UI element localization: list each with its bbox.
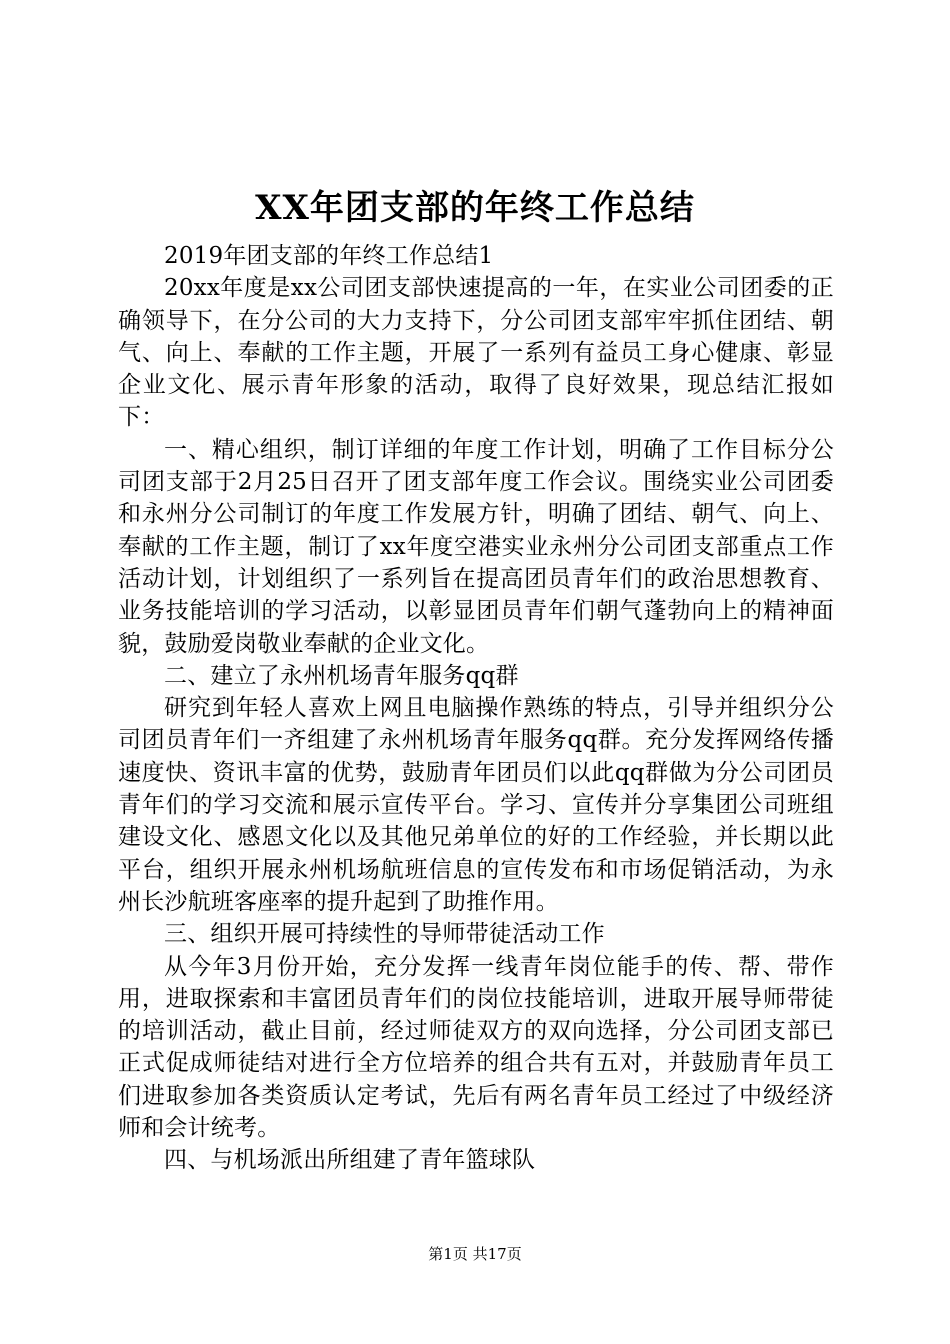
document-body (118, 240, 834, 1177)
paragraph-subtitle: 2019年团支部的年终工作总结1 (164, 243, 494, 269)
paragraph-intro: 20xx年度是xx公司团支部快速提高的一年，在实业公司团委的正确领导下，在分公司的大力支持下，分公司团支部牢牢抓住团结、朝气、向上、奉献的工作主题，开展了一系列有益员工身心健康、彰显企业文化、展示青年形象的活动，取得了良好效果，现总结汇报如下： (118, 275, 834, 431)
document-title: XX年团支部的年终工作总结 (255, 188, 695, 228)
page-number-footer: 第1页 共17页 (428, 1245, 522, 1263)
section-heading-3: 三、组织开展可持续性的导师带徒活动工作 (164, 921, 605, 948)
section-heading-4: 四、与机场派出所组建了青年篮球队 (164, 1147, 536, 1174)
paragraph-section-2: 研究到年轻人喜欢上网且电脑操作熟练的特点，引导并组织分公司团员青年们一齐组建了永州机场青年服务qq群。充分发挥网络传播速度快、资讯丰富的优势，鼓励青年团员们以此qq群做为分公司团员青年们的学习交流和展示宣传平台。学习、宣传并分享集团公司班组建设文化、感恩文化以及其他兄弟单位的好的工作经验，并长期以此平台，组织开展永州机场航班信息的宣传发布和市场促销活动，为永州长沙航班客座率的提升起到了助推作用。 (118, 695, 834, 915)
section-heading-2: 二、建立了永州机场青年服务qq群 (164, 662, 519, 689)
paragraph-section-3: 从今年3月份开始，充分发挥一线青年岗位能手的传、帮、带作用，进取探索和丰富团员青年们的岗位技能培训，进取开展导师带徒的培训活动，截止目前，经过师徒双方的双向选择，分公司团支部已正式促成师徒结对进行全方位培养的组合共有五对，并鼓励青年员工们进取参加各类资质认定考试，先后有两名青年员工经过了中级经济师和会计统考。 (118, 953, 834, 1142)
paragraph-section-1: 一、精心组织，制订详细的年度工作计划，明确了工作目标分公司团支部于2月25日召开了团支部年度工作会议。围绕实业公司团委和永州分公司制订的年度工作发展方针，明确了团结、朝气、向上、奉献的工作主题，制订了xx年度空港实业永州分公司团支部重点工作活动计划，计划组织了一系列旨在提高团员青年们的政治思想教育、业务技能培训的学习活动，以彰显团员青年们朝气蓬勃向上的精神面貌，鼓励爱岗敬业奉献的企业文化。 (118, 436, 834, 657)
